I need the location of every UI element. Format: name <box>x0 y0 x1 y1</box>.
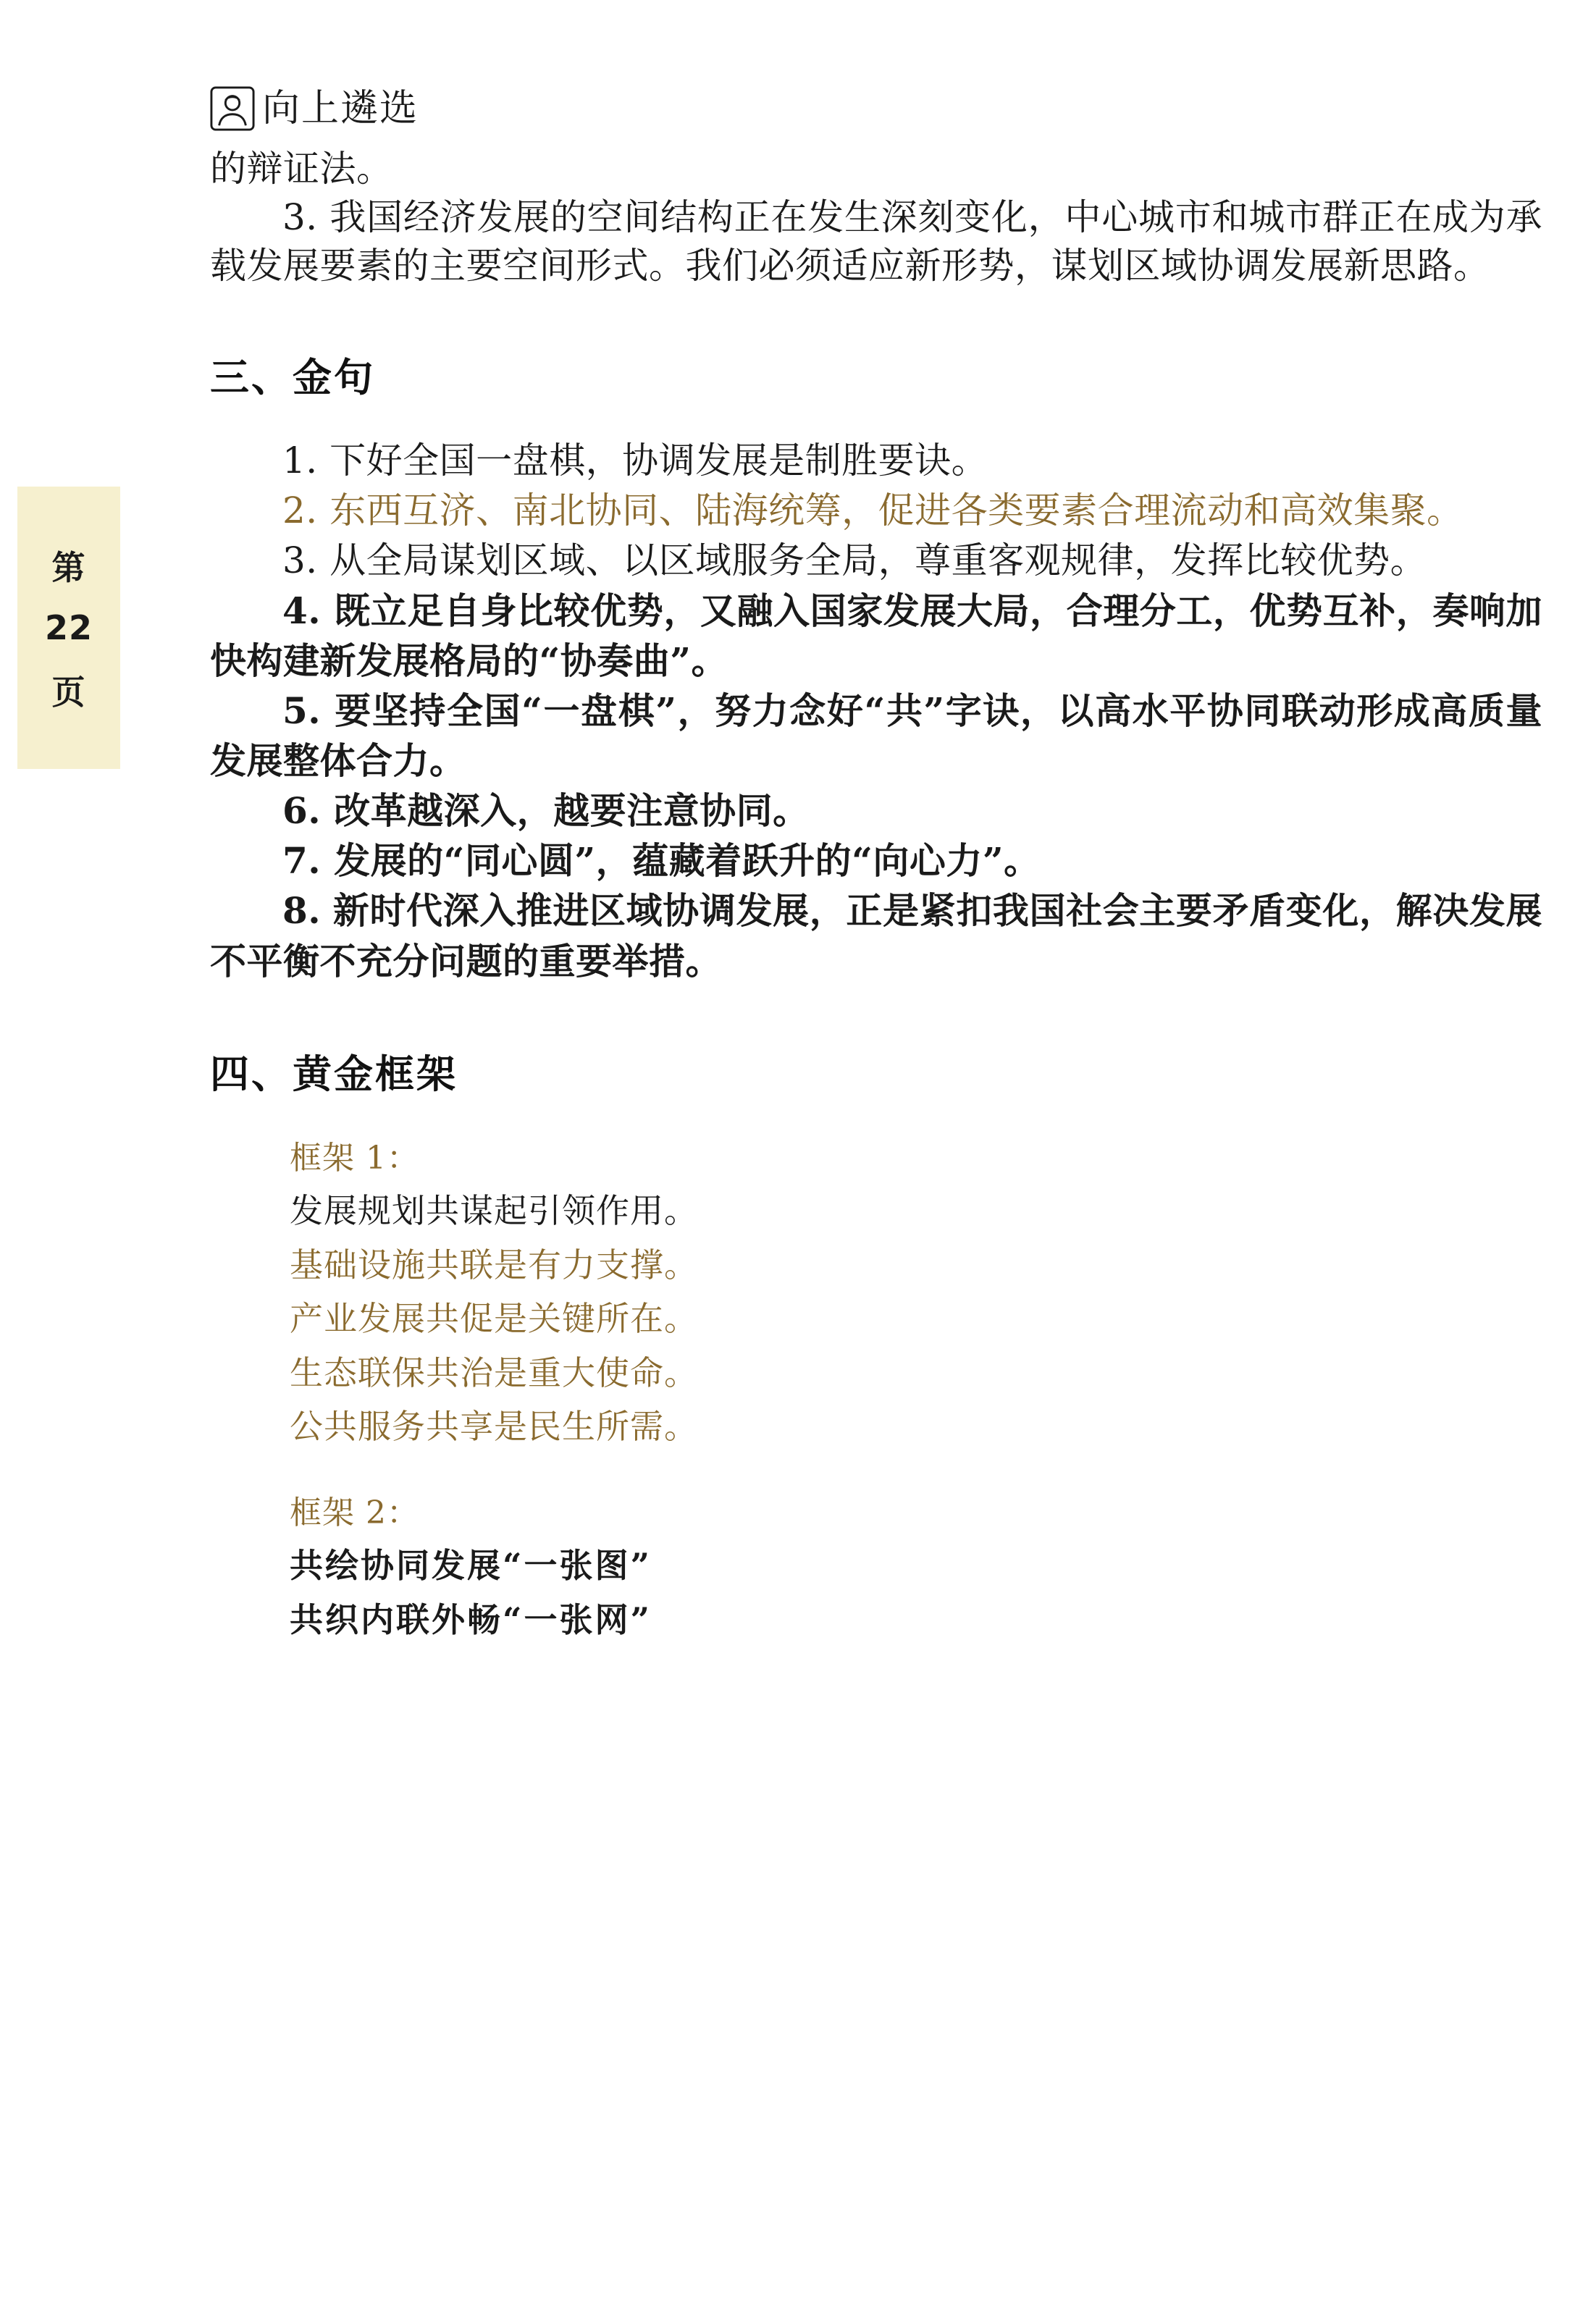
page-tab-bottom-char: 页 <box>51 673 86 712</box>
quote-text: 既立足自身比较优势，又融入国家发展大局，合理分工，优势互补，奏响加快构建新发展格局的“协奏曲”。 <box>210 589 1542 682</box>
document-content <box>210 80 1542 1647</box>
section-heading-frames: 四、黄金框架 <box>210 1051 458 1097</box>
section-heading-quotes: 三、金句 <box>210 355 375 400</box>
intro-item-3: 3. 我国经济发展的空间结构正在发生深刻变化，中心城市和城市群正在成为承载发展要素的主要空间形式。我们必须适应新形势，谋划区域协调发展新思路。 <box>210 196 1542 287</box>
quote-text: 改革越深入，越要注意协同。 <box>334 789 810 832</box>
framework-1-line-2: 基础设施共联是有力支撑。 <box>290 1245 698 1284</box>
quote-item-6 <box>210 786 1542 836</box>
quote-number: 1. <box>282 440 318 482</box>
quote-number: 8. <box>282 889 322 932</box>
framework-1-line-3: 产业发展共促是关键所在。 <box>290 1299 698 1339</box>
quote-number: 5. <box>282 689 322 732</box>
brand-title: 向上遴选 <box>262 87 419 130</box>
quote-item-1 <box>210 436 1542 486</box>
quote-text: 从全局谋划区域、以区域服务全局，尊重客观规律，发挥比较优势。 <box>329 539 1427 581</box>
document-header <box>210 80 1542 138</box>
framework-2-line-1: 共绘协同发展“一张图” <box>290 1546 652 1586</box>
quote-number: 6. <box>282 789 322 832</box>
quote-item-5 <box>210 686 1542 786</box>
continued-paragraph: 的辩证法。 <box>210 148 393 190</box>
page-tab-number: 22 <box>44 608 93 647</box>
quote-item-2 <box>210 486 1542 536</box>
quote-item-7 <box>210 836 1542 886</box>
quote-number: 4. <box>282 589 322 632</box>
framework-1-line-4: 生态联保共治是重大使命。 <box>290 1353 698 1392</box>
quote-text: 要坚持全国“一盘棋”，努力念好“共”字诀，以高水平协同联动形成高质量发展整体合力。 <box>210 689 1542 782</box>
framework-2-label: 框架 2： <box>290 1494 419 1531</box>
quote-number: 2. <box>282 489 318 531</box>
quote-item-4 <box>210 586 1542 686</box>
framework-1-block <box>290 1132 1542 1647</box>
framework-1-line-1: 发展规划共谋起引领作用。 <box>290 1191 698 1231</box>
quote-text: 新时代深入推进区域协调发展，正是紧扣我国社会主要矛盾变化，解决发展不平衡不充分问题的重要举措。 <box>210 889 1542 983</box>
quote-text: 东西互济、南北协同、陆海统筹，促进各类要素合理流动和高效集聚。 <box>329 489 1463 531</box>
quote-text: 下好全国一盘棋，协调发展是制胜要诀。 <box>329 440 988 482</box>
quote-number: 7. <box>282 839 322 882</box>
page-tab-top-char: 第 <box>51 548 86 587</box>
framework-1-label: 框架 1： <box>290 1140 419 1177</box>
page-number-tab <box>17 487 120 769</box>
quote-item-8 <box>210 886 1542 987</box>
avatar-icon <box>210 86 255 131</box>
framework-2-line-2: 共织内联外畅“一张网” <box>290 1599 652 1639</box>
framework-1-line-5: 公共服务共享是民生所需。 <box>290 1407 698 1447</box>
quote-number: 3. <box>282 539 318 581</box>
quote-text: 发展的“同心圆”，蕴藏着跃升的“向心力”。 <box>334 839 1041 882</box>
quote-item-3 <box>210 536 1542 586</box>
